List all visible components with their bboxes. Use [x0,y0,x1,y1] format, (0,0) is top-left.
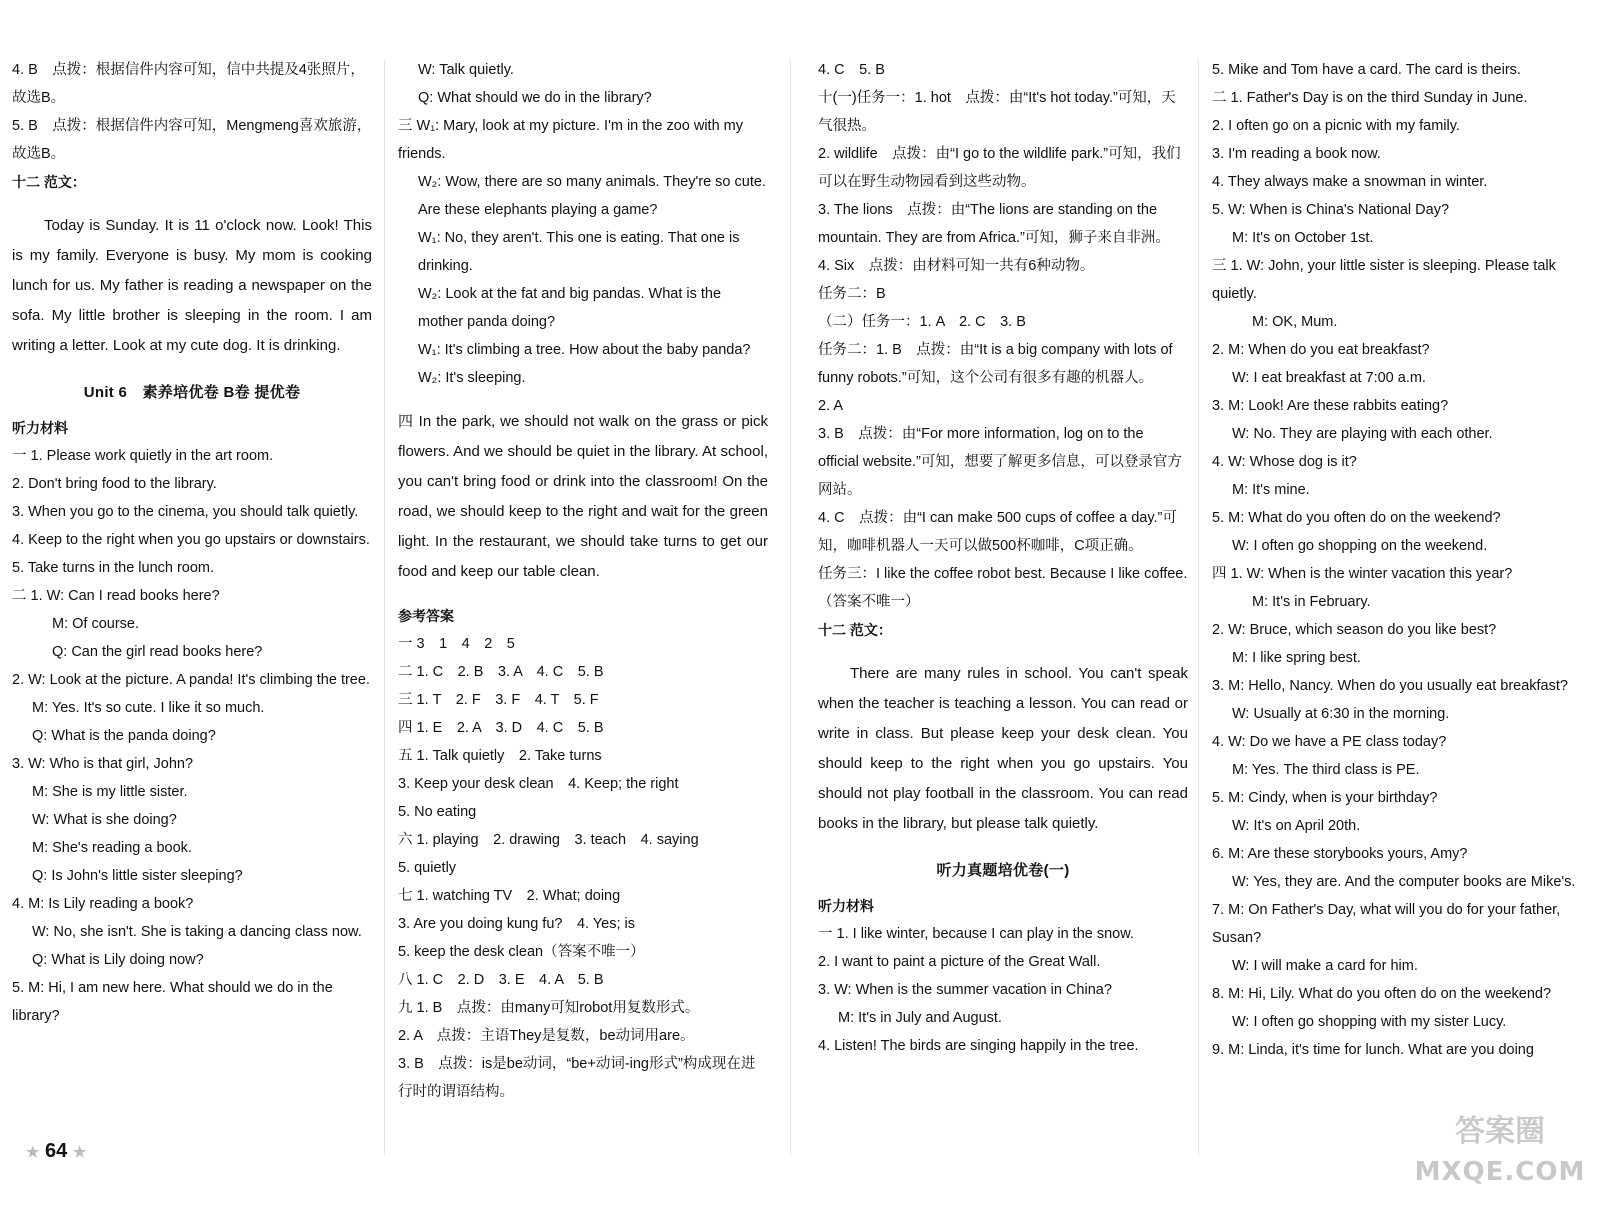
answer-line: 3. Are you doing kung fu? 4. Yes; is [398,916,635,932]
script-line: 5. M: Hi, I am new here. What should we do in the library? [12,980,333,1024]
script-line: 二 1. Father's Day is on the third Sunday in June. [1212,90,1528,106]
answer-line: 七 1. watching TV 2. What; doing [398,888,621,904]
script-line: 一 1. I like winter, because I can play in the snow. [818,926,1134,942]
script-line: 2. I often go on a picnic with my family. [1212,118,1460,134]
script-line: Q: What is the panda doing? [32,728,216,744]
script-line: 2. W: Bruce, which season do you like best? [1212,622,1497,638]
answer-line: 六 1. playing 2. drawing 3. teach 4. saying [398,832,699,848]
script-line: W: It's on April 20th. [1232,818,1361,834]
script-line: 4. W: Do we have a PE class today? [1212,734,1447,750]
answers-label: 参考答案 [398,608,454,624]
script-line: M: It's on October 1st. [1232,230,1374,246]
script-line: 三 W₁: Mary, look at my picture. I'm in the zoo with my friends. [398,118,744,162]
script-line: 3. I'm reading a book now. [1212,146,1381,162]
sample-essay: There are many rules in school. You can't speak when the teacher is teaching a lesson. You can read or write in class. But please keep your desk clean. You should keep to the right when you go upstairs. You should not play football in the classroom. You can read books in the library, but please talk quietly. [818,665,1188,832]
watermark-en: MXQE.COM [1414,1157,1586,1187]
script-line: 三 1. W: John, your little sister is sleeping. Please talk quietly. [1212,258,1556,302]
star-icon: ★ [72,1144,87,1161]
answer-line: 任务二：B [818,286,886,302]
script-line: M: I like spring best. [1232,650,1361,666]
answer-line: 5. B 点拨：根据信件内容可知，Mengmeng喜欢旅游，故选B。 [12,118,372,162]
script-line: W: No, she isn't. She is taking a dancing class now. [32,924,362,940]
script-line: W: What is she doing? [32,812,177,828]
script-line: M: OK, Mum. [1252,314,1338,330]
script-line: W₂: Look at the fat and big pandas. What is the mother panda doing? [418,286,722,330]
answer-line: 4. C 5. B [818,62,885,78]
answer-line: 4. C 点拨：由“I can make 500 cups of coffee a day.”可知，咖啡机器人一天可以做500杯咖啡，C项正确。 [818,510,1177,554]
essay-label: 十二 范文： [818,622,892,638]
column-divider [790,60,791,1155]
script-line: 3. W: When is the summer vacation in China? [818,982,1112,998]
answer-line: 2. wildlife 点拨：由“I go to the wildlife park.”可知，我们可以在野生动物园看到这些动物。 [818,146,1181,190]
watermark-cn: 答案圈 [1455,1114,1545,1149]
script-line: Q: What should we do in the library? [418,90,652,106]
answer-line: 3. B 点拨：is是be动词，“be+动词-ing形式”构成现在进行时的谓语结构。 [398,1056,756,1100]
script-line: 5. Mike and Tom have a card. The card is theirs. [1212,62,1521,78]
answer-line: 5. keep the desk clean（答案不唯一） [398,944,645,960]
script-line: W: Talk quietly. [418,62,514,78]
answer-line: 5. No eating [398,804,477,820]
answer-line: 一 3 1 4 2 5 [398,636,515,652]
script-line: M: She is my little sister. [32,784,188,800]
script-line: 5. M: What do you often do on the weekend? [1212,510,1501,526]
script-line: 4. Listen! The birds are singing happily in the tree. [818,1038,1139,1054]
column-1 [12,56,372,1168]
script-line: W: Usually at 6:30 in the morning. [1232,706,1450,722]
answer-line: 2. A [818,398,843,414]
site-watermark [1412,1110,1588,1206]
script-line: 6. M: Are these storybooks yours, Amy? [1212,846,1468,862]
script-line: W₂: Wow, there are so many animals. They're so cute. Are these elephants playing a game? [418,174,766,218]
script-line: Q: What is Lily doing now? [32,952,204,968]
answer-line: 3. The lions 点拨：由“The lions are standing on the mountain. They are from Africa.”可知，狮子来自非洲。 [818,202,1170,246]
script-line: W: I often go shopping with my sister Lucy. [1232,1014,1507,1030]
script-line: 2. Don't bring food to the library. [12,476,217,492]
answer-line: （二）任务一：1. A 2. C 3. B [818,314,1026,330]
script-line: 二 1. W: Can I read books here? [12,588,220,604]
script-line: 2. I want to paint a picture of the Great Wall. [818,954,1101,970]
listening-label: 听力材料 [12,420,68,436]
script-line: W: I eat breakfast at 7:00 a.m. [1232,370,1426,386]
answer-line: 2. A 点拨：主语They是复数，be动词用are。 [398,1028,695,1044]
script-line: W: I will make a card for him. [1232,958,1418,974]
answer-line: 八 1. C 2. D 3. E 4. A 5. B [398,972,604,988]
unit-title: 听力真题培优卷(一) [936,862,1070,879]
page-number [26,1140,86,1163]
script-line: 5. M: Cindy, when is your birthday? [1212,790,1438,806]
answer-line: 5. quietly [398,860,457,876]
answer-line: 4. Six 点拨：由材料可知一共有6种动物。 [818,258,1095,274]
star-icon: ★ [26,1144,40,1161]
answer-line: 四 1. E 2. A 3. D 4. C 5. B [398,720,604,736]
answer-line: 二 1. C 2. B 3. A 4. C 5. B [398,664,604,680]
script-line: M: It's mine. [1232,482,1310,498]
script-line: 7. M: On Father's Day, what will you do for your father, Susan? [1212,902,1561,946]
script-line: M: She's reading a book. [32,840,192,856]
sample-essay: Today is Sunday. It is 11 o'clock now. Look! This is my family. Everyone is busy. My mom is cooking lunch for us. My father is reading a newspaper on the sofa. My little brother is sleeping in the room. I am writing a letter. Look at my cute dog. It is drinking. [12,217,372,354]
answer-line: 任务二：1. B 点拨：由“It is a big company with lots of funny robots.”可知，这个公司有很多有趣的机器人。 [818,342,1173,386]
script-line: W: I often go shopping on the weekend. [1232,538,1488,554]
column-divider [384,60,385,1155]
script-line: 8. M: Hi, Lily. What do you often do on the weekend? [1212,986,1552,1002]
unit-title: Unit 6 素养培优卷 B卷 提优卷 [83,384,301,401]
script-line: W: Yes, they are. And the computer books are Mike's. [1232,874,1576,890]
script-line: 2. M: When do you eat breakfast? [1212,342,1430,358]
column-4 [1212,56,1594,1168]
answer-line: 3. Keep your desk clean 4. Keep; the right [398,776,679,792]
script-line: 4. Keep to the right when you go upstairs or downstairs. [12,532,370,548]
answer-line: 4. B 点拨：根据信件内容可知，信中共提及4张照片，故选B。 [12,62,365,106]
answer-line: 三 1. T 2. F 3. F 4. T 5. F [398,692,599,708]
script-line: 3. M: Hello, Nancy. When do you usually eat breakfast? [1212,678,1568,694]
script-line: 3. When you go to the cinema, you should talk quietly. [12,504,359,520]
script-line: M: Of course. [52,616,140,632]
script-line: Q: Is John's little sister sleeping? [32,868,243,884]
script-line: W₁: No, they aren't. This one is eating. That one is drinking. [418,230,740,274]
answer-line: 任务三：I like the coffee robot best. Because I like coffee.（答案不唯一） [818,566,1188,610]
script-line: 2. W: Look at the picture. A panda! It's climbing the tree. [12,672,370,688]
answer-line: 五 1. Talk quietly 2. Take turns [398,748,602,764]
answer-line: 3. B 点拨：由“For more information, log on to the official website.”可知，想要了解更多信息，可以登录官方网站。 [818,426,1182,498]
answer-line: 九 1. B 点拨：由many可知robot用复数形式。 [398,1000,700,1016]
column-3 [818,56,1188,1168]
script-line: 4. They always make a snowman in winter. [1212,174,1488,190]
page-number-text: 64 [45,1140,68,1162]
script-passage: 四 In the park, we should not walk on the grass or pick flowers. And we should be quiet in the library. At school, you can't bring food or drink into the classroom! On the road, we should keep to the right and wait for the green light. In the restaurant, we should take turns to get our food and keep our table clean. [398,413,768,580]
script-line: 四 1. W: When is the winter vacation this year? [1212,566,1513,582]
script-line: 9. M: Linda, it's time for lunch. What are you doing [1212,1042,1534,1058]
script-line: 一 1. Please work quietly in the art room. [12,448,274,464]
script-line: 4. M: Is Lily reading a book? [12,896,194,912]
script-line: W₁: It's climbing a tree. How about the baby panda? [418,342,751,358]
script-line: W: No. They are playing with each other. [1232,426,1493,442]
answer-line: 十(一)任务一：1. hot 点拨：由“It's hot today.”可知，天气很热。 [818,90,1176,134]
script-line: Q: Can the girl read books here? [52,644,263,660]
script-line: 4. W: Whose dog is it? [1212,454,1357,470]
script-line: M: It's in July and August. [838,1010,1002,1026]
script-line: M: Yes. The third class is PE. [1232,762,1420,778]
script-line: 5. W: When is China's National Day? [1212,202,1450,218]
script-line: 5. Take turns in the lunch room. [12,560,215,576]
listening-label: 听力材料 [818,898,874,914]
column-divider [1198,60,1199,1155]
script-line: 3. W: Who is that girl, John? [12,756,194,772]
script-line: M: Yes. It's so cute. I like it so much. [32,700,265,716]
script-line: M: It's in February. [1252,594,1371,610]
script-line: W₂: It's sleeping. [418,370,526,386]
script-line: 3. M: Look! Are these rabbits eating? [1212,398,1449,414]
essay-label: 十二 范文： [12,174,86,190]
column-2 [398,56,768,1168]
